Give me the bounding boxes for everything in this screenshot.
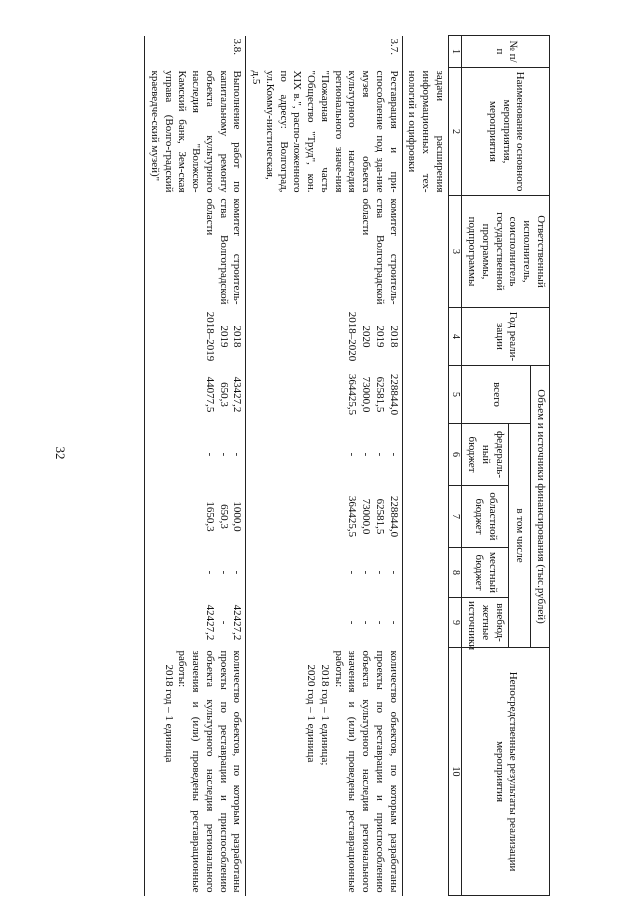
header-name: Наименование основного мероприятия, мероприятия: [462, 68, 550, 196]
header-result: Непосредственные результаты реализации мероприятия: [462, 648, 550, 896]
row-number: 3.8.: [145, 36, 246, 68]
table-row: [145, 36, 246, 896]
row-extrabudget: - - - -: [246, 598, 402, 648]
col-number: 7: [449, 486, 463, 548]
row-regional: 1000,0 650,3 1650,3: [145, 486, 246, 548]
row-total: 228844,0 62581,5 73000,0 364425,5: [246, 366, 402, 424]
row-federal: - - - -: [246, 424, 402, 486]
row-local: - - -: [145, 548, 246, 598]
col-number: 3: [449, 196, 463, 308]
row-local: - - - -: [246, 548, 402, 598]
row-responsible: комитет строитель-ства Волгоградской области: [246, 196, 402, 308]
row-responsible: комитет строитель-ства Волгоградской области: [145, 196, 246, 308]
col-number: 9: [449, 598, 463, 648]
row-extrabudget: 42427,2 - 42427,2: [145, 598, 246, 648]
document-table-sheet: [90, 35, 550, 895]
row-regional: 228844,0 62581,5 73000,0 364425,5: [246, 486, 402, 548]
col-number: 6: [449, 424, 463, 486]
header-federal: федераль-ный бюджет: [462, 424, 508, 486]
row-result: количество объектов, по которым разработаны проекты по реставрации и приспособлению объекта культурного наследия регионального значения и (или) проведены реставрационные работы: 2018 год – 1 единица: [145, 648, 246, 896]
header-finance: Объем и источники финансирования (тыс.рублей): [531, 366, 550, 648]
col-number: 8: [449, 548, 463, 598]
continuation-text: задачи расширения информационных тех-нологий и оцифровки: [402, 68, 448, 196]
header-responsible: Ответственный исполнитель, соисполнитель государственной программы, подпрограммы: [462, 196, 550, 308]
row-years: 2018 2019 2020 2018–2020: [246, 308, 402, 366]
header-regional: областной бюджет: [462, 486, 508, 548]
header-year: Год реали-зации: [462, 308, 550, 366]
program-table: [144, 35, 550, 896]
col-number: 10: [449, 648, 463, 896]
header-including: в том числе: [508, 424, 531, 648]
row-total: 43427,2 650,3 44077,5: [145, 366, 246, 424]
row-result: количество объектов, по которым разработаны проекты по реставрации и приспособлению объекта культурного наследия регионального значения и (или) проведены реставрационные работы: 2018 год – 1 единица; 2020 год – 1 единица: [246, 648, 402, 896]
row-federal: - - -: [145, 424, 246, 486]
header-local: местный бюджет: [462, 548, 508, 598]
row-years: 2018 2019 2018–2019: [145, 308, 246, 366]
col-number: 5: [449, 366, 463, 424]
header-total: всего: [462, 366, 531, 424]
row-name: Выполнение работ по капитальному ремонту объекта культурного наследия "Волжско-Камский банк, Зем-ская управа (Волго-градский краеведче-ский музей)": [145, 68, 246, 196]
col-number: 2: [449, 68, 463, 196]
col-number: 1: [449, 36, 463, 68]
page-number: 32: [53, 446, 68, 460]
row-number: 3.7.: [246, 36, 402, 68]
col-number: 4: [449, 308, 463, 366]
row-name: Реставрация и при-способление под зда-ние музея объекта культурного наследия регионального значе-ния "Пожарная часть "Общество "Труд", кон. XIX в.", распо-ложенного по адресу: Волгоград, ул.Комму-нистическая, д.5: [246, 68, 402, 196]
header-extrabudget: внебюд-жетные источники: [462, 598, 508, 648]
header-number: № п/п: [462, 36, 550, 68]
table-row: [246, 36, 402, 896]
